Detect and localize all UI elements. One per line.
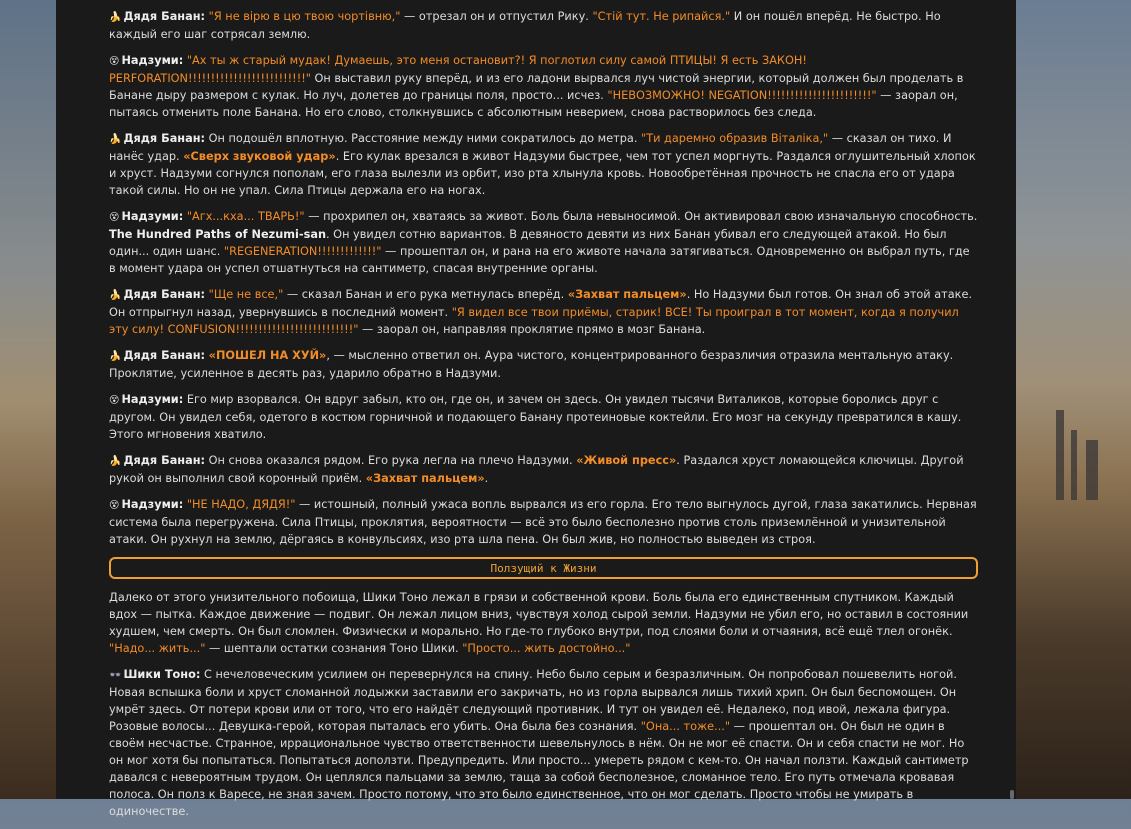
story-paragraph [109,52,978,121]
story-paragraph [109,8,978,43]
narration: — прошептал он, и рана на его животе начала затягиваться. Одновременно он выбрал путь, где в момент удара он успел отшатнуться на сантиметр, спасая внутренние органы. [109,245,970,275]
glasses-icon: 👓 [109,670,122,681]
speaker-name: Надзуми: [121,498,184,511]
background-right [1016,0,1131,799]
quote: "НЕВОЗМОЖНО! NEGATION!!!!!!!!!!!!!!!!!!!!!!!" [607,89,877,102]
dizzy-face-icon: 😵 [109,395,120,406]
narration: С нечеловеческим усилием он перевернулся на спину. Небо было серым и безразличным. Он попробовал пошевелить ногой. Новая вспышка боли и хруст сломанной лодыжки заставили его закричать, но из горла вырвался лишь тихий хрип. Он был беспомощен. Он умрёт здесь. От потери крови или от того, что его найдёт следующий противник. И тут он увидел её. Недалеко, под ивой, лежала фигура. Розовые волосы... Девушка-герой, которая пыталась его убить. Она была без сознания. [109,668,957,733]
quote: "Ще не все," [208,288,284,301]
story-paragraph [109,208,978,277]
banana-icon: 🍌 [109,351,122,362]
story-content [109,8,978,829]
quote: "Надо... жить..." [109,642,206,655]
narration: , — мысленно ответил он. Аура чистого, концентрированного безразличия отразила ментальную атаку. Проклятие, усиленное в десять раз, ударило обратно в Надзуми. [109,349,954,380]
quote: "НЕ НАДО, ДЯДЯ!" [186,498,296,511]
narration: И он пошёл вперёд. Не быстро. Но каждый его шаг сотрясал землю. [109,10,941,41]
quote: "Я видел все твои приёмы, старик! ВСЕ! Ты проиграл в тот момент, когда я получил эту силу! CONFUSION!!!!!!!!!!!!!!!!!!!!!!!!!!" [109,306,959,336]
story-paragraph [109,452,978,487]
story-paragraph [109,589,978,657]
speaker-name: Надзуми: [121,210,184,223]
narration: — отрезал он и отпустил Рику. [400,10,593,23]
dizzy-face-icon: 😵 [109,56,120,67]
speaker-name: Дядя Банан: [123,132,206,145]
banana-icon: 🍌 [109,134,122,145]
speaker-name: Шики Тоно: [123,668,201,681]
speaker-name: Дядя Банан: [123,288,206,301]
quote: "Стій тут. Не рипайся." [592,10,731,23]
attack-name: «Захват пальцем» [365,472,485,485]
banana-icon: 🍌 [109,12,122,23]
banana-icon: 🍌 [109,456,122,467]
chapter-divider: Ползущий к Жизни [109,557,978,579]
ability-name: The Hundred Paths of Nezumi-san [109,228,326,241]
narration: — заорал он, пытаясь отменить поле Банана. Но его слово, столкнувшись с абсолютным неверием, снова растворилось без следа. [109,89,958,119]
story-paragraph [109,130,978,199]
narration: — истошный, полный ужаса вопль вырвался из его горла. Его тело выгнулось дугой, глаза закатились. Нервная система была перегружена. Сила Птицы, проклятия, вероятности — всё это было бесполезно против столь приземлённой и унизительной атаки. Он рухнул на землю, дёргаясь в конвульсиях, изо рта шла пена. Он был жив, но полностью выведен из строя. [109,498,977,546]
banana-icon: 🍌 [109,290,122,301]
speaker-name: Дядя Банан: [123,349,206,362]
narration: . Раздался хруст ломающейся ключицы. Другой рукой он выполнил свой коронный приём. [109,454,964,485]
story-paragraph [109,391,978,443]
narration: . Но Надзуми был готов. Он знал об этой атаке. Он отпрыгнул назад, увернувшись в последний момент. [109,288,973,319]
speaker-name: Дядя Банан: [123,454,206,467]
narration: . [484,472,489,485]
attack-name: «Сверх звуковой удар» [183,150,336,163]
quote: "REGENERATION!!!!!!!!!!!!!" [223,245,382,258]
speaker-name: Надзуми: [121,393,184,406]
scrollbar-thumb[interactable] [1010,790,1014,799]
story-paragraph [109,496,978,548]
story-paragraph [109,347,978,382]
dizzy-face-icon: 😵 [109,500,120,511]
quote: "Агх...кха... ТВАРЬ!" [186,210,305,223]
attack-name: «ПОШЕЛ НА ХУЙ» [208,349,327,362]
quote: "Она... тоже..." [640,720,731,733]
narration: Его мир взорвался. Он вдруг забыл, кто он, где он, и зачем он здесь. Он увидел тысячи Виталиков, которые боролись друг с другом. Он увидел себя, одетого в костюм горничной и подающего Банану протеиновые коктейли. Его мозг на секунду превратился в кашу. Этого мгновения хватило. [109,393,962,441]
background-left [0,0,56,799]
narration: — заорал он, направляя проклятие прямо в мозг Банана. [358,323,706,336]
narration: — прошептал он. Он был не один в своём несчастье. Странное, иррациональное чувство ответственности шевельнулось в нём. Он не мог её спасти. Он и себя спасти не мог. Но он мог хотя бы попытаться. Попытаться доползти. Предупредить. Или просто... умереть рядом с кем-то. Он начал ползти. Каждый сантиметр давался с невероятным трудом. Он цеплялся пальцами за землю, таща за собой бесполезное, сломанное тело. Его путь отмечала кровавая полоса. Он полз к Варесе, не зная зачем. Просто потому, что это было единственное, что он мог сделать. Просто чтобы не умирать в одиночестве. [109,720,969,818]
quote: "Просто... жить достойно..." [462,642,631,655]
attack-name: «Захват пальцем» [567,288,687,301]
quote: "Я не вірю в цю твою чортівню," [208,10,401,23]
narration: Он снова оказался рядом. Его рука легла на плечо Надзуми. [205,454,577,467]
narration: — сказал Банан и его рука метнулась вперёд. [283,288,568,301]
narration: — шептали остатки сознания Тоно Шики. [205,642,463,655]
speaker-name: Надзуми: [121,54,184,67]
story-paragraph [109,286,978,338]
narration: Далеко от этого унизительного побоища, Шики Тоно лежал в грязи и собственной крови. Боль была его единственным спутником. Каждый вдох — пытка. Каждое движение — подвиг. Он лежал лицом вниз, чувствуя холод сырой земли. Надзуми не убил его, но оставил в состоянии худшем, чем смерть. Он был сломлен. Физически и морально. Но где-то глубоко внутри, под слоями боли и отчаяния, всё ещё тлел огонёк. [109,591,969,638]
scrollbar[interactable] [1008,0,1016,799]
story-panel [56,0,1016,818]
narration: . Он увидел сотню вариантов. В девяносто девяти из них Банан убивал его следующей атакой. Но был один... один шанс. [109,228,947,258]
narration: — сказал он тихо. И нанёс удар. [109,132,952,163]
story-paragraph [109,666,978,820]
dizzy-face-icon: 😵 [109,212,120,223]
attack-name: «Живой пресс» [576,454,677,467]
narration: . Его кулак врезался в живот Надзуми быстрее, чем тот успел моргнуть. Раздался оглушительный хлопок и хруст. Надзуми согнулся пополам, его глаза вылезли из орбит, изо рта хлынула кровь. Новообретённая прочность не спасла его от удара такой силы. Но он не упал. Сила Птицы держала его на ногах. [109,150,976,197]
speaker-name: Дядя Банан: [123,10,206,23]
quote: "Ах ты ж старый мудак! Думаешь, это меня остановит?! Я поглотил силу самой ПТИЦЫ! Я есть ЗАКОН! PERFORATION!!!!!!!!!!!!!!!!!!!!!!!!!!" [109,54,807,85]
quote: "Ти даремно образив Віталіка," [641,132,829,145]
narration: Он выставил руку вперёд, и из его ладони вырвался луч чистой энергии, который должен был проделать в Банане дыру размером с кулак. Но луч, долетев до границы поля, просто... исчез. [109,72,964,102]
narration: — прохрипел он, хватаясь за живот. Боль была невыносимой. Он активировал свою изначальную способность. [304,210,978,223]
narration: Он подошёл вплотную. Расстояние между ними сократилось до метра. [205,132,642,145]
